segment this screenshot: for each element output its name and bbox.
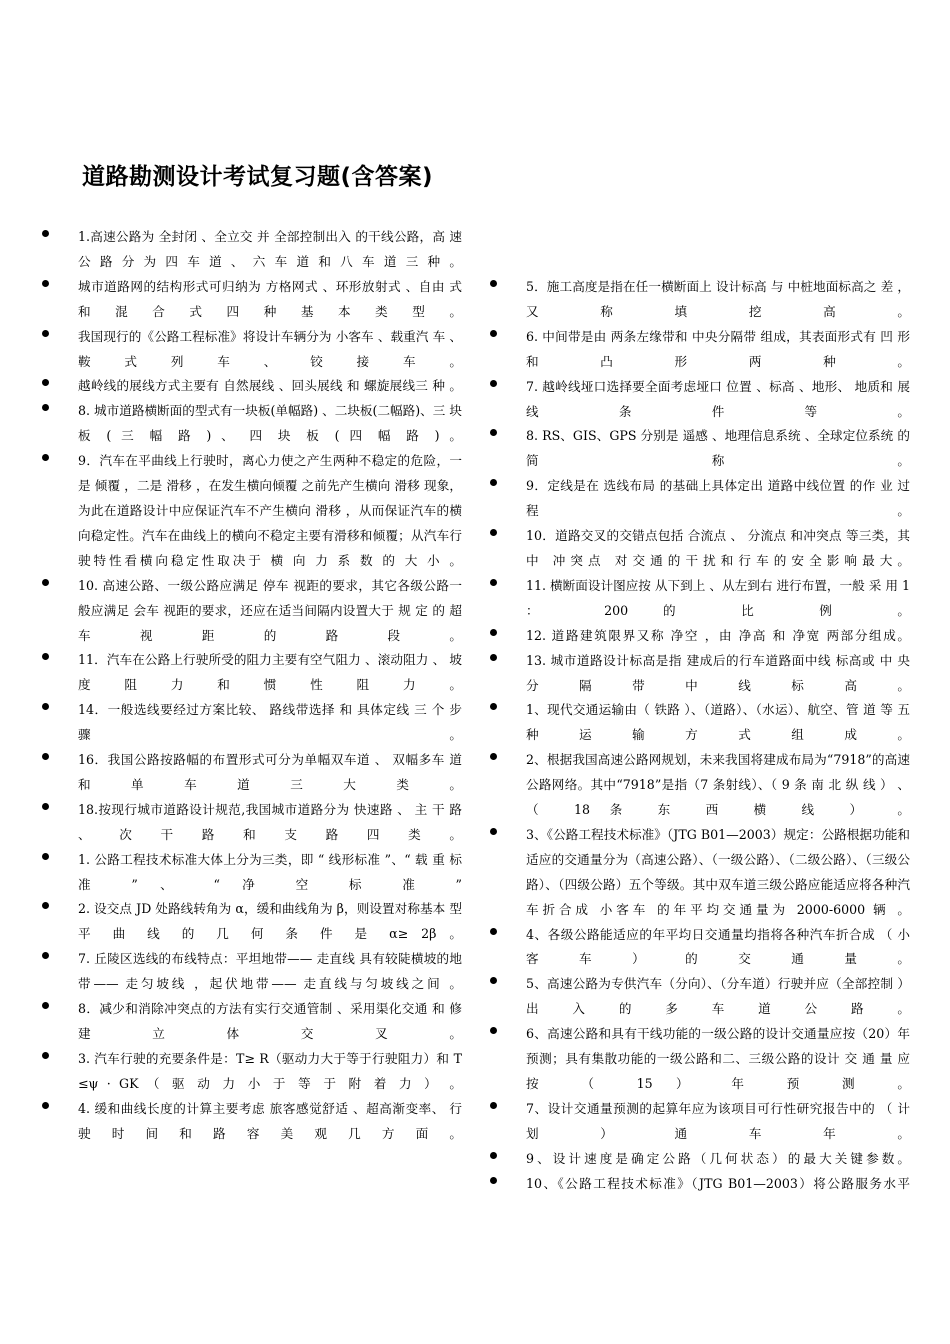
bullet-icon <box>490 703 497 710</box>
item-text: 7、设计交通量预测的起算年应为该项目可行性研究报告中的 （ 计 划 ） 通 车 年 。 <box>526 1100 910 1141</box>
item-text: 10. 高速公路、一级公路应满足 停车 视距的要求，其它各级公路一般应满足 会车 视距的要求，还应在适当间隔内设置大于 规 定 的 超 车 视 距 的 路 段 。 <box>78 577 462 643</box>
list-item <box>486 375 910 425</box>
list-item <box>486 698 910 748</box>
bullet-icon <box>42 853 49 860</box>
list-item <box>38 798 462 848</box>
right-column <box>486 225 910 1197</box>
item-text: 9、设计速度是确定公路（几何状态）的最大关键参数。 <box>526 1150 910 1166</box>
list-item <box>38 648 462 698</box>
item-text: 5、高速公路为专供汽车（分向）、（分车道）行驶并应（全部控制 ） 出 入 的 多 车 道 公 路 。 <box>526 976 910 1017</box>
list-item <box>38 574 462 649</box>
bullet-icon <box>42 1052 49 1059</box>
item-text: 13. 城市道路设计标高是指 建成后的行车道路面中线 标高或 中 央 分 隔 带 中 线 标 高 。 <box>526 652 910 693</box>
list-item <box>486 474 910 524</box>
item-text: 1、现代交通运输由（ 铁路 ）、（道路）、（水运）、航空、管 道 等 五 种 运 输 方 式 组 成 。 <box>526 702 910 743</box>
list-item <box>38 997 462 1047</box>
bullet-icon <box>42 703 49 710</box>
list-item <box>38 449 462 574</box>
list-item <box>486 424 910 474</box>
list-item <box>38 374 462 399</box>
item-text: 6、高速公路和具有干线功能的一级公路的设计交通量应按（20）年预测；具有集散功能的一级公路和二、三级公路的设计 交 通 量 应 按 （ 15 ） 年 预 测 。 <box>526 1026 910 1091</box>
bullet-icon <box>42 230 49 237</box>
bullet-icon <box>42 454 49 461</box>
list-item <box>486 972 910 1022</box>
bullet-icon <box>490 280 497 287</box>
bullet-icon <box>490 654 497 661</box>
list-item <box>486 325 910 375</box>
item-text: 6. 中间带是由 两条左缘带和 中央分隔带 组成，其表面形式有 凹 形 和 凸 形 两 种 。 <box>526 328 910 369</box>
item-text: 18.按现行城市道路设计规范,我国城市道路分为 快速路 、 主 干 路 、 次 干 路 和 支 路 四 类 。 <box>78 801 462 842</box>
item-text: 16．我国公路按路幅的布置形式可分为单幅双车道 、 双幅多车 道 和 单 车 道 三 大 类 。 <box>78 752 462 792</box>
page-title: 道路勘测设计考试复习题(含答案) <box>82 164 434 190</box>
left-column <box>38 225 462 1147</box>
list-item <box>38 275 462 325</box>
bullet-icon <box>42 579 49 586</box>
item-text: 8. 城市道路横断面的型式有一块板(单幅路) 、二块板(二幅路)、三 块 板 ( 三 幅 路 ) 、 四 块 板 ( 四 幅 路 ) 。 <box>78 403 462 444</box>
list-item <box>486 624 910 649</box>
item-text: 4、各级公路能适应的年平均日交通量均指将各种汽车折合成 （ 小 客 车 ） 的 交 通 量 。 <box>526 926 910 967</box>
bullet-icon <box>490 1177 497 1184</box>
bullet-icon <box>42 330 49 337</box>
item-text: 3. 汽车行驶的充要条件是：T≥ R（驱动力大于等于行驶阻力）和 T ≤ψ · GK （ 驱 动 力 小 于 等 于 附 着 力 ） 。 <box>78 1050 462 1091</box>
item-text: 3、《公路工程技术标准》（JTG B01—2003）规定：公路根据功能和适应的交通量分为（高速公路）、（一级公路）、（二级公路）、（三级公路）、（四级公路）五个等级。其中双车道三级公路应能适应将各种汽车折合成 小客车 的年平均交通量为 2000-6000 辆 。 <box>526 826 910 917</box>
item-text: 越岭线的展线方式主要有 自然展线 、回头展线 和 螺旋展线三 种 。 <box>78 378 462 394</box>
bullet-icon <box>490 753 497 760</box>
item-text: 7. 越岭线垭口选择要全面考虑垭口 位置 、标高 、地形、 地质和 展 线 条 件 等 。 <box>526 378 910 419</box>
list-item <box>38 1097 462 1147</box>
item-text: 8. RS、GIS、GPS 分别是 遥感 、地理信息系统 、全球定位系统 的 简 称 。 <box>526 428 910 469</box>
item-text: 城市道路网的结构形式可归纳为 方格网式 、环形放射式 、自由 式 和 混 合 式 四 种 基 本 类 型 。 <box>78 278 462 319</box>
list-item <box>38 947 462 997</box>
bullet-icon <box>490 1027 497 1034</box>
list-item <box>486 1097 910 1147</box>
item-text: 12. 道路建筑限界又称 净空 ，由 净高 和 净宽 两部分组成。 <box>526 627 910 643</box>
list-item <box>38 748 462 798</box>
bullet-icon <box>490 479 497 486</box>
list-item <box>38 399 462 449</box>
item-text: 5．施工高度是指在任一横断面上 设计标高 与 中桩地面标高之 差 ， 又 称 填 挖 高 。 <box>526 279 910 319</box>
list-item <box>486 649 910 699</box>
bullet-icon <box>490 330 497 337</box>
bullet-icon <box>42 653 49 660</box>
bullet-icon <box>42 379 49 386</box>
bullet-icon <box>490 380 497 387</box>
list-item <box>486 823 910 923</box>
item-text: 14．一般选线要经过方案比较、 路线带选择 和 具体定线 三 个 步 骤 。 <box>78 702 462 743</box>
item-text: 11. 横断面设计图应按 从下到上 、从左到右 进行布置，一般 采 用 1 ： 200 的 比 例 。 <box>526 577 910 618</box>
bullet-icon <box>490 828 497 835</box>
item-text: 4. 缓和曲线长度的计算主要考虑 旅客感觉舒适 、超高渐变率、 行 驶 时 间 和 路 容 美 观 几 方 面 。 <box>78 1100 462 1141</box>
bullet-icon <box>490 629 497 636</box>
list-item <box>38 897 462 947</box>
bullet-icon <box>42 803 49 810</box>
bullet-icon <box>42 1102 49 1109</box>
bullet-icon <box>42 753 49 760</box>
column-spacer <box>486 225 910 275</box>
item-text: 1. 公路工程技术标准大体上分为三类，即 “ 线形标准 ”、“ 载 重 标 准 ” 、 “ 净 空 标 准 ” <box>78 851 462 892</box>
item-text: 11．汽车在公路上行驶所受的阻力主要有空气阻力 、滚动阻力 、 坡 度 阻 力 和 惯 性 阻 力 。 <box>78 652 462 693</box>
bullet-icon <box>42 280 49 287</box>
bullet-icon <box>490 928 497 935</box>
bullet-icon <box>42 1002 49 1009</box>
list-item <box>38 848 462 898</box>
list-item <box>38 225 462 275</box>
bullet-icon <box>42 404 49 411</box>
item-text: 1.高速公路为 全封闭 、全立交 并 全部控制出入 的干线公路，高 速 公 路 分 为 四 车 道 、 六 车 道 和 八 车 道 三 种 。 <box>78 229 462 269</box>
item-text: 10．道路交叉的交错点包括 合流点 、 分流点 和冲突点 等三类，其中 冲突点 对交通的干扰和行车的安全影响最大。 <box>526 528 910 568</box>
bullet-icon <box>42 952 49 959</box>
list-item <box>486 524 910 574</box>
item-text: 10、《公路工程技术标准》（JTG B01—2003）将公路服务水平 <box>526 1175 910 1191</box>
list-item <box>38 1047 462 1097</box>
item-text: 9．汽车在平曲线上行驶时，离心力使之产生两种不稳定的危险，一是 倾覆 ，二是 滑移 ，在发生横向倾覆 之前先产生横向 滑移 现象，为此在道路设计中应保证汽车不产生横向 滑移 ，从而保证汽车的横向稳定性。汽车在曲线上的横向不稳定主要有滑移和倾覆；从汽车行驶特性看横向稳定性取决于 横 向 力 系 数 的 大 小 。 <box>78 453 462 568</box>
bullet-icon <box>490 429 497 436</box>
list-item <box>486 748 910 823</box>
bullet-icon <box>42 902 49 909</box>
bullet-icon <box>490 1152 497 1159</box>
list-item <box>486 1147 910 1172</box>
list-item <box>486 275 910 325</box>
item-text: 9．定线是在 选线布局 的基础上具体定出 道路中线位置 的作 业 过 程 。 <box>526 478 910 519</box>
list-item <box>486 923 910 973</box>
bullet-icon <box>490 579 497 586</box>
list-item <box>486 1172 910 1197</box>
item-text: 7. 丘陵区选线的布线特点：平坦地带—— 走直线 具有较陡横坡的地带—— 走匀坡线 ，起伏地带—— 走直线与匀坡线之间 。 <box>78 951 462 992</box>
item-text: 2. 设交点 JD 处路线转角为 α，缓和曲线角为 β，则设置对称基本 型 平 曲 线 的 几 何 条 件 是 α≥ 2β 。 <box>78 901 462 942</box>
bullet-icon <box>490 529 497 536</box>
item-text: 我国现行的《公路工程标准》将设计车辆分为 小客车 、载重汽 车 、 鞍 式 列 车 、 铰 接 车 。 <box>78 328 462 369</box>
list-item <box>38 698 462 748</box>
list-item <box>486 1022 910 1097</box>
bullet-icon <box>490 977 497 984</box>
list-item <box>486 574 910 624</box>
list-item <box>38 325 462 375</box>
item-text: 8．减少和消除冲突点的方法有实行交通管制 、采用渠化交通 和 修 建 立 体 交 叉 。 <box>78 1001 462 1041</box>
bullet-icon <box>490 1102 497 1109</box>
item-text: 2、根据我国高速公路网规划，未来我国将建成布局为“7918”的高速公路网络。其中“7918”是指（7 条射线）、（ 9 条 南 北 纵 线 ） 、 （ 18 条 东 西 横 线 ） 。 <box>526 752 910 818</box>
